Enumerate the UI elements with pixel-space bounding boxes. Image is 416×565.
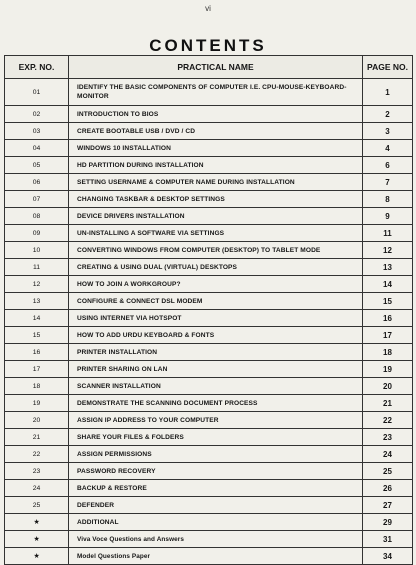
page-ref: 12 [363, 242, 413, 259]
header-exp-no: EXP. NO. [5, 56, 69, 79]
exp-number: 20 [5, 412, 69, 429]
practical-name: WINDOWS 10 INSTALLATION [69, 140, 363, 157]
practical-name: SETTING USERNAME & COMPUTER NAME DURING INSTALLATION [69, 174, 363, 191]
practical-name: CREATING & USING DUAL (VIRTUAL) DESKTOPS [69, 259, 363, 276]
exp-number: 23 [5, 463, 69, 480]
exp-number: 01 [5, 79, 69, 106]
table-row [5, 208, 413, 225]
table-row [5, 514, 413, 531]
page-ref: 27 [363, 497, 413, 514]
page-ref: 22 [363, 412, 413, 429]
page-ref: 16 [363, 310, 413, 327]
table-row [5, 446, 413, 463]
practical-name: HD PARTITION DURING INSTALLATION [69, 157, 363, 174]
exp-number: 03 [5, 123, 69, 140]
practical-name: Model Questions Paper [69, 548, 363, 565]
page-ref: 31 [363, 531, 413, 548]
exp-number: 12 [5, 276, 69, 293]
exp-number: 07 [5, 191, 69, 208]
practical-name: DEMONSTRATE THE SCANNING DOCUMENT PROCESS [69, 395, 363, 412]
page-number: vi [205, 4, 211, 13]
practical-name: BACKUP & RESTORE [69, 480, 363, 497]
practical-name: CHANGING TASKBAR & DESKTOP SETTINGS [69, 191, 363, 208]
page-ref: 14 [363, 276, 413, 293]
practical-name: UN-INSTALLING A SOFTWARE VIA SETTINGS [69, 225, 363, 242]
exp-number: 10 [5, 242, 69, 259]
table-row [5, 225, 413, 242]
practical-name: PRINTER INSTALLATION [69, 344, 363, 361]
exp-number: 17 [5, 361, 69, 378]
exp-number: 04 [5, 140, 69, 157]
star-icon: ★ [5, 548, 69, 565]
table-row [5, 140, 413, 157]
page-ref: 6 [363, 157, 413, 174]
table-row [5, 378, 413, 395]
page-ref: 29 [363, 514, 413, 531]
page-ref: 7 [363, 174, 413, 191]
table-row [5, 79, 413, 106]
page-ref: 21 [363, 395, 413, 412]
exp-number: 24 [5, 480, 69, 497]
header-row [5, 56, 413, 79]
practical-name: SCANNER INSTALLATION [69, 378, 363, 395]
exp-number: 18 [5, 378, 69, 395]
practical-name: HOW TO JOIN A WORKGROUP? [69, 276, 363, 293]
exp-number: 08 [5, 208, 69, 225]
contents-table [4, 55, 413, 565]
practical-name: CONVERTING WINDOWS FROM COMPUTER (DESKTOP) TO TABLET MODE [69, 242, 363, 259]
header-page-no: PAGE NO. [363, 56, 413, 79]
practical-name: ADDITIONAL [69, 514, 363, 531]
exp-number: 14 [5, 310, 69, 327]
table-row [5, 395, 413, 412]
table-row [5, 497, 413, 514]
table-row [5, 344, 413, 361]
practical-name: USING INTERNET VIA HOTSPOT [69, 310, 363, 327]
table-row [5, 293, 413, 310]
table-row [5, 123, 413, 140]
exp-number: 16 [5, 344, 69, 361]
table-row [5, 259, 413, 276]
page-ref: 2 [363, 106, 413, 123]
page-ref: 8 [363, 191, 413, 208]
table-row [5, 531, 413, 548]
practical-name: DEVICE DRIVERS INSTALLATION [69, 208, 363, 225]
exp-number: 15 [5, 327, 69, 344]
exp-number: 11 [5, 259, 69, 276]
page-ref: 17 [363, 327, 413, 344]
table-row [5, 191, 413, 208]
header-practical-name: PRACTICAL NAME [69, 56, 363, 79]
page-ref: 1 [363, 79, 413, 106]
exp-number: 22 [5, 446, 69, 463]
page-ref: 20 [363, 378, 413, 395]
page-ref: 26 [363, 480, 413, 497]
exp-number: 05 [5, 157, 69, 174]
table-row [5, 463, 413, 480]
practical-name: ASSIGN IP ADDRESS TO YOUR COMPUTER [69, 412, 363, 429]
practical-name: IDENTIFY THE BASIC COMPONENTS OF COMPUTER I.E. CPU-MOUSE-KEYBOARD-MONITOR [69, 79, 363, 106]
page-ref: 11 [363, 225, 413, 242]
table-row [5, 480, 413, 497]
table-row [5, 242, 413, 259]
page-ref: 25 [363, 463, 413, 480]
table-row [5, 361, 413, 378]
practical-name: SHARE YOUR FILES & FOLDERS [69, 429, 363, 446]
practical-name: ASSIGN PERMISSIONS [69, 446, 363, 463]
practical-name: CREATE BOOTABLE USB / DVD / CD [69, 123, 363, 140]
table-row [5, 327, 413, 344]
exp-number: 19 [5, 395, 69, 412]
table-row [5, 157, 413, 174]
practical-name: PRINTER SHARING ON LAN [69, 361, 363, 378]
page-ref: 9 [363, 208, 413, 225]
table-row [5, 548, 413, 565]
page-ref: 34 [363, 548, 413, 565]
practical-name: Viva Voce Questions and Answers [69, 531, 363, 548]
table-row [5, 310, 413, 327]
exp-number: 21 [5, 429, 69, 446]
exp-number: 09 [5, 225, 69, 242]
table-row [5, 276, 413, 293]
page-ref: 19 [363, 361, 413, 378]
star-icon: ★ [5, 531, 69, 548]
star-icon: ★ [5, 514, 69, 531]
page-title: CONTENTS [149, 36, 267, 55]
table-row [5, 106, 413, 123]
table-row [5, 174, 413, 191]
practical-name: HOW TO ADD URDU KEYBOARD & FONTS [69, 327, 363, 344]
page-ref: 18 [363, 344, 413, 361]
page-ref: 15 [363, 293, 413, 310]
practical-name: INTRODUCTION TO BIOS [69, 106, 363, 123]
exp-number: 06 [5, 174, 69, 191]
exp-number: 02 [5, 106, 69, 123]
page-ref: 24 [363, 446, 413, 463]
practical-name: DEFENDER [69, 497, 363, 514]
practical-name: PASSWORD RECOVERY [69, 463, 363, 480]
table-row [5, 412, 413, 429]
exp-number: 25 [5, 497, 69, 514]
table-row [5, 429, 413, 446]
page-ref: 23 [363, 429, 413, 446]
exp-number: 13 [5, 293, 69, 310]
page-ref: 3 [363, 123, 413, 140]
page-ref: 4 [363, 140, 413, 157]
practical-name: CONFIGURE & CONNECT DSL MODEM [69, 293, 363, 310]
page-ref: 13 [363, 259, 413, 276]
